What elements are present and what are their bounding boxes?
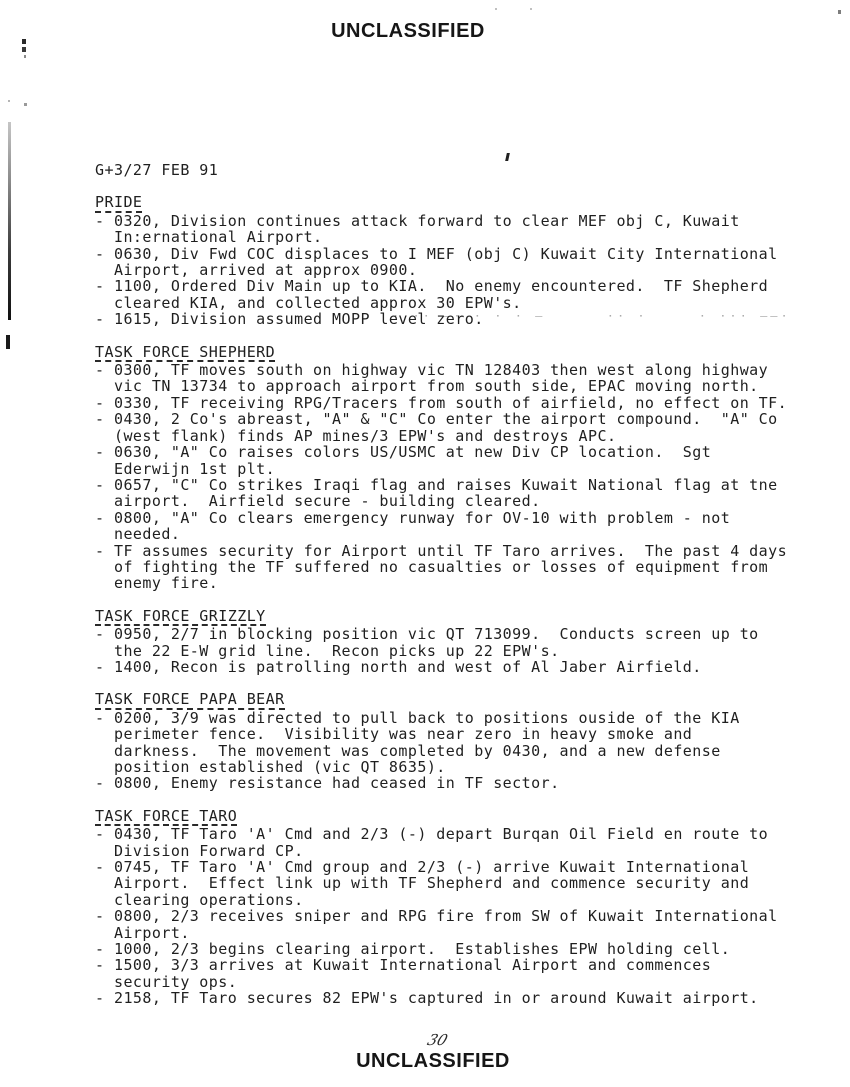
entry-line: vic TN 13734 to approach airport from south side, EPAC moving north. — [95, 377, 759, 396]
entry-line: of fighting the TF suffered no casualties or losses of equipment from — [95, 557, 769, 576]
section-heading: TASK FORCE SHEPHERD — [95, 342, 276, 361]
section — [95, 608, 815, 676]
entry-line: - 2158, TF Taro secures 82 EPW's captured in or around Kuwait airport. — [95, 989, 759, 1008]
scan-artifact-dot — [24, 103, 27, 106]
scan-artifact-vertical-line — [8, 122, 11, 320]
section-heading: TASK FORCE PAPA BEAR — [95, 690, 285, 709]
entry-line: - 1615, Division assumed MOPP level zero. — [95, 310, 484, 329]
scan-artifact-dot — [530, 8, 532, 10]
entry-line: security ops. — [95, 972, 238, 991]
entry-line: - 0630, Div Fwd COC displaces to I MEF (obj C) Kuwait City International — [95, 244, 778, 263]
entry-line: darkness. The movement was completed by 0430, and a new defense — [95, 741, 721, 760]
section-heading: TASK FORCE TARO — [95, 806, 238, 825]
entry-line: (west flank) finds AP mines/3 EPW's and destroys APC. — [95, 426, 617, 445]
entry-line: - 0300, TF moves south on highway vic TN 128403 then west along highway — [95, 361, 769, 380]
entry-line: - 1400, Recon is patrolling north and west of Al Jaber Airfield. — [95, 657, 702, 676]
section-heading: TASK FORCE GRIZZLY — [95, 606, 266, 625]
entry-line: perimeter fence. Visibility was near zero in heavy smoke and — [95, 725, 693, 744]
scan-artifact-dot — [495, 8, 497, 10]
entry-line: - 0800, "A" Co clears emergency runway for OV-10 with problem - not — [95, 508, 731, 527]
section — [95, 691, 815, 791]
date-line: G+3/27 FEB 91 — [95, 161, 219, 179]
entry-line: In:ernational Airport. — [95, 228, 323, 247]
entry-line: - 0745, TF Taro 'A' Cmd group and 2/3 (-) arrive Kuwait International — [95, 858, 750, 877]
entry-line: - 1100, Ordered Div Main up to KIA. No enemy encountered. TF Shepherd — [95, 277, 769, 296]
section — [95, 344, 815, 592]
entry-line: - 0950, 2/7 in blocking position vic QT 713099. Conducts screen up to — [95, 625, 759, 644]
entry-line: Ederwijn 1st plt. — [95, 459, 276, 478]
header-classification: UNCLASSIFIED — [331, 20, 485, 42]
entry-line: - 0330, TF receiving RPG/Tracers from south of airfield, no effect on TF. — [95, 393, 788, 412]
scan-artifact-tick — [6, 335, 10, 349]
section — [95, 808, 815, 1007]
scan-artifact-apostrophe — [505, 153, 510, 161]
entry-line: clearing operations. — [95, 890, 304, 909]
scan-artifact-colon — [22, 39, 26, 44]
entry-line: Airport, arrived at approx 0900. — [95, 261, 418, 280]
scan-smudge-text: · ·· –· · · · – ·· · · ··· ––· — [392, 311, 791, 321]
entry-line: Airport. — [95, 923, 190, 942]
entry-line: - 0630, "A" Co raises colors US/USMC at new Div CP location. Sgt — [95, 443, 712, 462]
document-body — [95, 162, 815, 1007]
entry-line: Airport. Effect link up with TF Shepherd and commence security and — [95, 874, 750, 893]
scan-artifact-dot — [8, 100, 10, 102]
entry-line: - 0320, Division continues attack forward to clear MEF obj C, Kuwait — [95, 211, 740, 230]
entry-line: position established (vic QT 8635). — [95, 758, 446, 776]
entry-line: - 0430, TF Taro 'A' Cmd and 2/3 (-) depart Burqan Oil Field en route to — [95, 825, 769, 844]
entry-line: needed. — [95, 525, 181, 544]
sections-container — [95, 194, 815, 1006]
entry-line: - 0800, Enemy resistance had ceased in TF sector. — [95, 774, 560, 793]
section-heading: PRIDE — [95, 193, 143, 212]
section — [95, 194, 815, 327]
footer-classification: UNCLASSIFIED — [356, 1050, 510, 1072]
entry-line: - TF assumes security for Airport until TF Taro arrives. The past 4 days — [95, 541, 788, 560]
handwritten-page-number: 30 — [425, 1031, 451, 1049]
entry-line: cleared KIA, and collected approx 30 EPW's. — [95, 293, 522, 312]
entry-line: enemy fire. — [95, 574, 219, 593]
entry-line: Division Forward CP. — [95, 841, 304, 860]
entry-line: the 22 E-W grid line. Recon picks up 22 EPW's. — [95, 641, 560, 660]
entry-line: - 0800, 2/3 receives sniper and RPG fire from SW of Kuwait International — [95, 907, 778, 926]
scan-artifact-dot — [838, 10, 841, 14]
entry-line: - 1500, 3/3 arrives at Kuwait International Airport and commences — [95, 956, 712, 975]
entry-line: - 0200, 3/9 was directed to pull back to positions ouside of the KIA — [95, 708, 740, 727]
entry-line: - 0430, 2 Co's abreast, "A" & "C" Co enter the airport compound. "A" Co — [95, 410, 778, 429]
entry-line: - 1000, 2/3 begins clearing airport. Establishes EPW holding cell. — [95, 940, 731, 959]
entry-line: - 0657, "C" Co strikes Iraqi flag and raises Kuwait National flag at tne — [95, 475, 778, 494]
entry-line: airport. Airfield secure - building cleared. — [95, 492, 541, 511]
